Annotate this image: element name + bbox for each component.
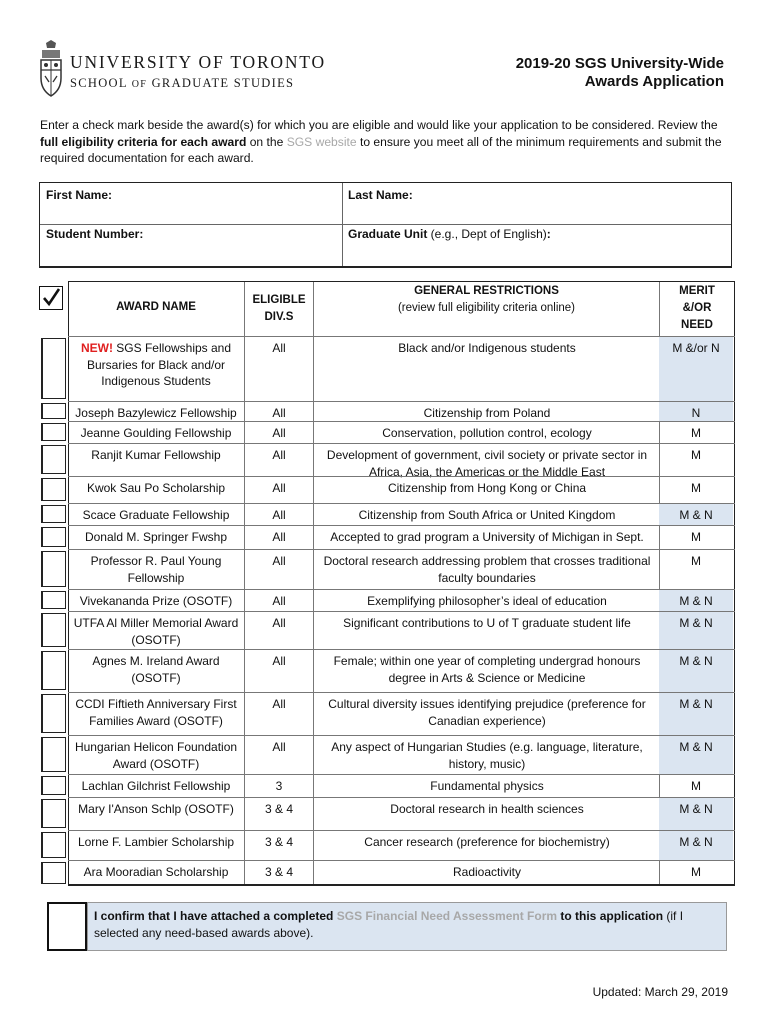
eligible-divisions: 3 bbox=[275, 779, 283, 793]
eligible-divisions: All bbox=[272, 448, 286, 462]
award-checkbox[interactable] bbox=[41, 862, 66, 884]
award-name: Jeanne Goulding Fellowship bbox=[80, 426, 232, 440]
graduate-unit-field[interactable]: Graduate Unit (e.g., Dept of English): bbox=[348, 227, 551, 241]
general-restriction: Accepted to grad program a University of Michigan in Sept. bbox=[330, 530, 644, 544]
award-checkbox[interactable] bbox=[41, 591, 66, 609]
award-checkbox[interactable] bbox=[41, 832, 66, 858]
general-restriction: Significant contributions to U of T graduate student life bbox=[343, 616, 631, 630]
eligible-divisions: All bbox=[272, 341, 286, 355]
general-restriction: Any aspect of Hungarian Studies (e.g. language, literature, history, music) bbox=[331, 740, 643, 771]
award-name: Lachlan Gilchrist Fellowship bbox=[81, 779, 231, 793]
award-checkbox[interactable] bbox=[41, 527, 66, 547]
last-name-field[interactable]: Last Name: bbox=[348, 188, 413, 202]
eligible-divisions: All bbox=[272, 554, 286, 568]
award-name: Hungarian Helicon Foundation Award (OSOTF) bbox=[74, 740, 238, 771]
eligible-divisions: All bbox=[272, 530, 286, 544]
university-crest-icon bbox=[38, 40, 64, 98]
award-checkbox[interactable] bbox=[41, 776, 66, 795]
merit-need-value: M bbox=[691, 554, 701, 568]
merit-need-value: M bbox=[691, 865, 701, 879]
merit-need-value: M bbox=[691, 530, 701, 544]
award-checkbox[interactable] bbox=[41, 613, 66, 647]
general-restriction: Citizenship from Poland bbox=[423, 406, 551, 420]
merit-need-value: M bbox=[691, 779, 701, 793]
eligible-divisions: All bbox=[272, 406, 286, 420]
award-checkbox[interactable] bbox=[41, 423, 66, 441]
header-eligible-divs: ELIGIBLE DIV.S bbox=[252, 294, 306, 323]
general-restriction: Doctoral research addressing problem that crosses traditional faculty boundaries bbox=[323, 554, 651, 585]
merit-need-value: N bbox=[691, 406, 701, 420]
merit-need-value: M & N bbox=[679, 802, 713, 816]
merit-need-value: M &/or N bbox=[672, 341, 720, 355]
document-title: 2019-20 SGS University-Wide Awards Application bbox=[515, 55, 724, 90]
eligible-divisions: All bbox=[272, 616, 286, 630]
merit-need-value: M bbox=[691, 426, 701, 440]
award-checkbox[interactable] bbox=[41, 445, 66, 474]
award-checkbox[interactable] bbox=[41, 403, 66, 419]
award-name: Professor R. Paul Young Fellowship bbox=[90, 554, 222, 585]
general-restriction: Citizenship from South Africa or United Kingdom bbox=[358, 508, 616, 522]
award-checkbox[interactable] bbox=[41, 505, 66, 523]
general-restriction: Cultural diversity issues identifying prejudice (preference for Canadian experience) bbox=[328, 697, 646, 728]
confirmation-text: I confirm that I have attached a completed SGS Financial Need Assessment Form to this application (if I selected any need-based awards above). bbox=[94, 909, 684, 940]
general-restriction: Doctoral research in health sciences bbox=[390, 802, 584, 816]
eligible-divisions: 3 & 4 bbox=[264, 802, 294, 816]
eligible-divisions: All bbox=[272, 697, 286, 711]
merit-need-value: M bbox=[691, 448, 701, 462]
checkmark-header-icon bbox=[39, 286, 63, 310]
award-name: Kwok Sau Po Scholarship bbox=[86, 481, 226, 495]
general-restriction: Citizenship from Hong Kong or China bbox=[387, 481, 587, 495]
general-restriction: Black and/or Indigenous students bbox=[398, 341, 576, 355]
award-name: Vivekananda Prize (OSOTF) bbox=[79, 594, 233, 608]
award-name: Joseph Bazylewicz Fellowship bbox=[75, 406, 237, 420]
general-restriction: Conservation, pollution control, ecology bbox=[382, 426, 592, 440]
merit-need-value: M & N bbox=[679, 594, 713, 608]
merit-need-value: M bbox=[691, 481, 701, 495]
intro-instructions: Enter a check mark beside the award(s) for which you are eligible and would like your application to be considered. Review the full eligibility criteria for each award on the SGS website to ensure you meet all of the minimum requirements and submit the required documentation for each award. bbox=[40, 118, 722, 165]
first-name-field[interactable]: First Name: bbox=[46, 188, 113, 202]
merit-need-value: M & N bbox=[679, 697, 713, 711]
updated-date: Updated: March 29, 2019 bbox=[592, 985, 728, 999]
eligible-divisions: All bbox=[272, 508, 286, 522]
award-checkbox[interactable] bbox=[41, 651, 66, 690]
student-number-field[interactable]: Student Number: bbox=[46, 227, 144, 241]
award-name: Ara Mooradian Scholarship bbox=[83, 865, 229, 879]
award-name: Scace Graduate Fellowship bbox=[82, 508, 230, 522]
awards-table bbox=[39, 281, 735, 886]
header-general-restrictions: GENERAL RESTRICTIONS (review full eligibility criteria online) bbox=[397, 285, 576, 314]
merit-need-value: M & N bbox=[679, 835, 713, 849]
general-restriction: Female; within one year of completing undergrad honours degree in Arts & Science or Medicine bbox=[333, 654, 641, 685]
confirmation-checkbox[interactable] bbox=[47, 902, 87, 951]
merit-need-value: M & N bbox=[679, 654, 713, 668]
school-name: SCHOOL OF GRADUATE STUDIES bbox=[70, 76, 295, 90]
award-name: Mary I'Anson Schlp (OSOTF) bbox=[78, 802, 234, 816]
eligible-divisions: All bbox=[272, 740, 286, 754]
award-name: CCDI Fiftieth Anniversary First Families Award (OSOTF) bbox=[75, 697, 237, 728]
eligible-divisions: 3 & 4 bbox=[264, 865, 294, 879]
eligible-divisions: 3 & 4 bbox=[264, 835, 294, 849]
header-merit-need: MERIT &/OR NEED bbox=[679, 285, 715, 331]
award-name: UTFA Al Miller Memorial Award (OSOTF) bbox=[73, 616, 239, 647]
confirmation-panel bbox=[87, 902, 727, 951]
financial-need-form-link[interactable]: SGS Financial Need Assessment Form bbox=[336, 909, 558, 923]
new-badge: NEW! bbox=[80, 341, 113, 355]
university-logo bbox=[38, 40, 326, 100]
award-name: Lorne F. Lambier Scholarship bbox=[77, 835, 235, 849]
general-restriction: Fundamental physics bbox=[430, 779, 544, 793]
award-name: Ranjit Kumar Fellowship bbox=[91, 448, 221, 462]
eligible-divisions: All bbox=[272, 426, 286, 440]
award-checkbox[interactable] bbox=[41, 338, 66, 399]
general-restriction: Exemplifying philosopher’s ideal of education bbox=[367, 594, 607, 608]
award-checkbox[interactable] bbox=[41, 737, 66, 772]
header-award-name: AWARD NAME bbox=[116, 301, 196, 313]
award-name: Donald M. Springer Fwshp bbox=[84, 530, 228, 544]
award-checkbox[interactable] bbox=[41, 694, 66, 733]
student-info-box bbox=[39, 182, 732, 268]
confirmation-section bbox=[47, 902, 727, 951]
merit-need-value: M & N bbox=[679, 616, 713, 630]
merit-need-value: M & N bbox=[679, 508, 713, 522]
award-name: NEW! SGS Fellowships and Bursaries for Black and/or Indigenous Students bbox=[80, 341, 232, 388]
general-restriction: Development of government, civil society or private sector in Africa, Asia, the Americas or the Middle East bbox=[326, 448, 648, 479]
merit-need-value: M & N bbox=[679, 740, 713, 754]
university-name: UNIVERSITY OF TORONTO bbox=[70, 52, 326, 72]
award-name: Agnes M. Ireland Award (OSOTF) bbox=[92, 654, 220, 685]
eligible-divisions: All bbox=[272, 594, 286, 608]
general-restriction: Radioactivity bbox=[452, 865, 522, 879]
award-checkbox[interactable] bbox=[41, 551, 66, 587]
eligible-divisions: All bbox=[272, 654, 286, 668]
award-checkbox[interactable] bbox=[41, 799, 66, 828]
award-checkbox[interactable] bbox=[41, 478, 66, 501]
eligible-divisions: All bbox=[272, 481, 286, 495]
sgs-website-link[interactable]: SGS website bbox=[286, 134, 357, 149]
general-restriction: Cancer research (preference for biochemistry) bbox=[364, 835, 610, 849]
